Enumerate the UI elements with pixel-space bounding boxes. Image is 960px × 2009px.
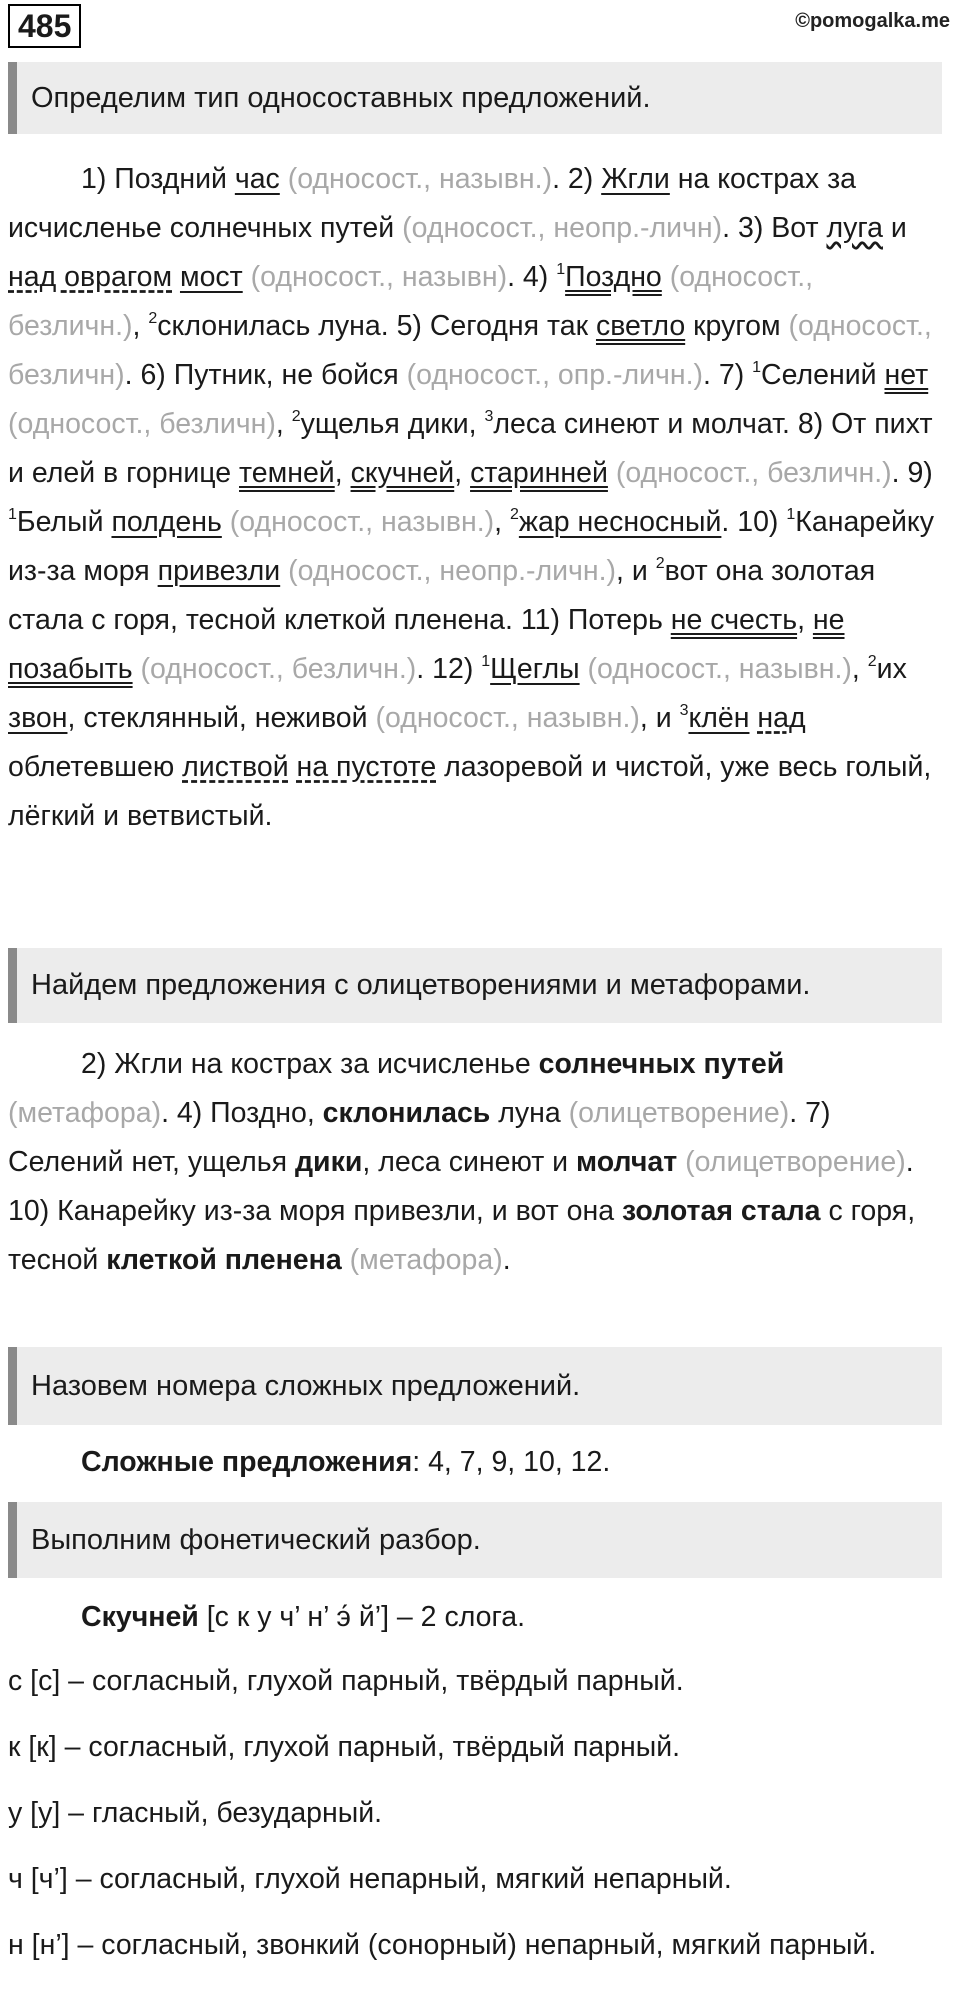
site-watermark: ©pomogalka.me: [795, 10, 950, 32]
section-heading-one-part: Определим тип односоставных предложений.: [8, 62, 942, 134]
complex-sentences-answer: Сложные предложения: 4, 7, 9, 10, 12.: [81, 1446, 611, 1478]
paragraph-figures-of-speech: 2) Жгли на кострах за исчисленье солнечных путей (метафора). 4) Поздно, склонилась луна (олицетворение). 7) Селений нет, ущелья дики, леса синеют и молчат (олицетворение). 10) Канарейку из-за моря привезли, и вот она золотая стала с горя, тесной клеткой пленена (метафора).: [8, 1048, 916, 1276]
phonetic-line: ч [ч’] – согласный, глухой непарный, мягкий непарный.: [8, 1863, 732, 1895]
section-heading-phonetic: Выполним фонетический разбор.: [8, 1502, 942, 1578]
exercise-number: 485: [8, 4, 81, 48]
phonetic-line: н [н’] – согласный, звонкий (сонорный) непарный, мягкий парный.: [8, 1929, 877, 1961]
section-heading-complex: Назовем номера сложных предложений.: [8, 1347, 942, 1425]
phonetic-line: с [с] – согласный, глухой парный, твёрдый парный.: [8, 1665, 684, 1697]
section-heading-figures: Найдем предложения с олицетворениями и метафорами.: [8, 948, 942, 1023]
phonetic-line: к [к] – согласный, глухой парный, твёрдый парный.: [8, 1731, 681, 1763]
phonetic-word-transcription: Скучней [с к у ч’ н’ э́ й’] – 2 слога.: [81, 1601, 526, 1633]
phonetic-line: у [у] – гласный, безударный.: [8, 1797, 383, 1829]
paragraph-one-part-sentences: 1) Поздний час (односост., назывн.). 2) Жгли на кострах за исчисленье солнечных путей (односост., неопр.-личн). 3) Вот луга и над оврагом мост (односост., назывн). 4) $^1$Поздно (односост., безличн.), $^2$склонилась луна. 5) Сегодня так светло кругом (односост., безличн). 6) Путник, не бойся (односост., опр.-личн.). 7) $^1$Селений нет (односост., безличн), $^2$ущелья дики, $^3$леса синеют и молчат. 8) От пихт и елей в горнице темней, скучней, старинней (односост., безличн.). 9) $^1$Белый полдень (односост., назывн.), $^2$жар несносный. 10) $^1$Канарейку из-за моря привезли (односост., неопр.-личн.), и $^2$вот она золотая стала с горя, тесной клеткой пленена. 11) Потерь не счесть, не позабыть (односост., безличн.). 12) $^1$Щеглы (односост., назывн.), $^2$их звон, стеклянный, неживой (односост., назывн.), и $^3$клён над облетевшею листвой на пустоте лазоревой и чистой, уже весь голый, лёгкий и ветвистый.: [8, 163, 934, 832]
